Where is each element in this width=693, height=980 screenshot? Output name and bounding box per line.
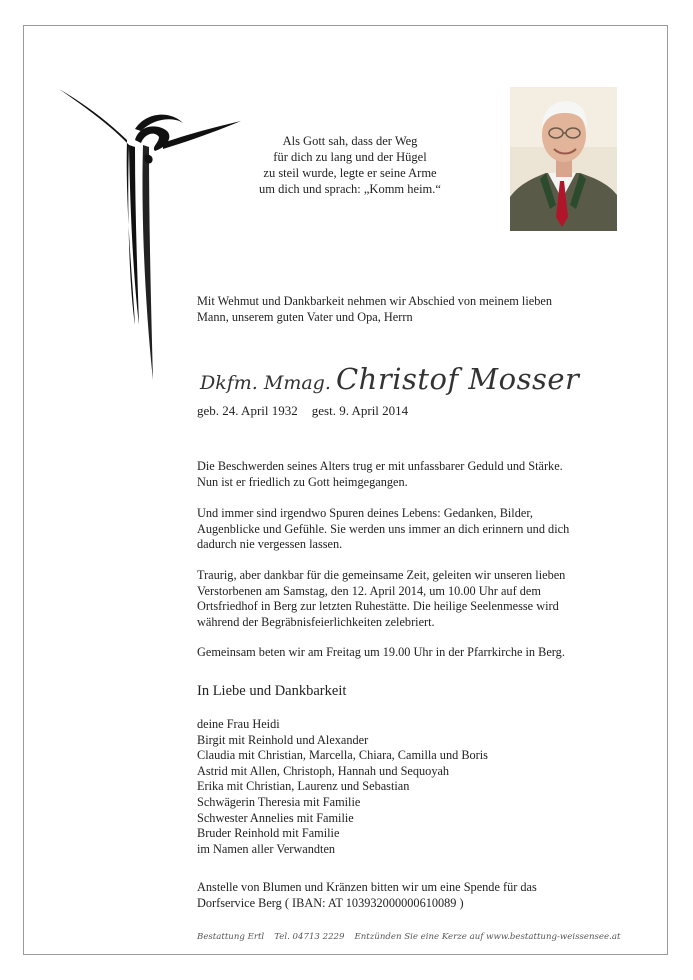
text-line: Und immer sind irgendwo Spuren deines Lebens: Gedanken, Bilder, [197,506,534,520]
death-date: gest. 9. April 2014 [311,403,409,418]
intro-text [197,294,552,325]
paragraph-4 [197,645,565,661]
family-member: Schwester Annelies mit Familie [197,810,354,825]
intro-line: Mit Wehmut und Dankbarkeit nehmen wir Abschied von meinem lieben [197,294,552,308]
paragraph-1 [197,459,563,490]
portrait-photo [510,87,617,231]
family-member: im Namen aller Verwandten [197,841,336,856]
footer [197,932,620,942]
text-line: Anstelle von Blumen und Kränzen bitten wir um eine Spende für das [197,880,537,894]
family-member: Erika mit Christian, Laurenz und Sebastian [197,779,410,794]
poem-line: für dich zu lang und der Hügel [273,150,427,164]
family-member: deine Frau Heidi [197,717,280,731]
text-line: Gemeinsam beten wir am Freitag um 19.00 Uhr in der Pfarrkirche in Berg. [197,645,565,659]
text-line: Nun ist er friedlich zu Gott heimgegangen. [197,474,408,489]
family-member: Schwägerin Theresia mit Familie [197,794,361,809]
crucifix-figure-icon [55,85,245,385]
academic-title: Dkfm. Mmag. [200,372,331,394]
family-member: Birgit mit Reinhold und Alexander [197,732,369,747]
full-name: Christof Mosser [335,362,580,396]
birth-date: geb. 24. April 1932 [197,403,298,418]
family-list [197,717,488,857]
paragraph-3 [197,568,565,630]
text-line: Augenblicke und Gefühle. Sie werden uns immer an dich erinnern und dich [197,521,570,536]
deceased-name [200,362,579,396]
text-line: Dorfservice Berg ( IBAN: AT 103932000000610089 ) [197,895,464,910]
footer-phone: Tel. 04713 2229 [274,932,345,942]
closing-heading: In Liebe und Dankbarkeit [197,683,347,699]
footer-candle-link[interactable]: Entzünden Sie eine Kerze auf www.bestattung-weissensee.at [354,932,621,942]
paragraph-2 [197,506,569,553]
text-line: während der Begräbnisfeierlichkeiten zelebriert. [197,614,435,629]
intro-line: Mann, unserem guten Vater und Opa, Herrn [197,309,413,324]
donation-notice [197,880,537,911]
memorial-poem [230,133,470,197]
footer-company: Bestattung Ertl [197,932,265,942]
poem-line: um dich und sprach: „Komm heim.“ [259,182,441,196]
text-line: Ortsfriedhof in Berg zur letzten Ruhestätte. Die heilige Seelenmesse wird [197,599,559,614]
family-member: Claudia mit Christian, Marcella, Chiara, Camilla und Boris [197,748,488,763]
text-line: Traurig, aber dankbar für die gemeinsame Zeit, geleiten wir unseren lieben [197,568,566,582]
poem-line: Als Gott sah, dass der Weg [282,134,418,148]
poem-line: zu steil wurde, legte er seine Arme [263,166,437,180]
text-line: dadurch nie vergessen lassen. [197,537,343,552]
text-line: Verstorbenen am Samstag, den 12. April 2014, um 10.00 Uhr auf dem [197,583,541,598]
text-line: Die Beschwerden seines Alters trug er mit unfassbarer Geduld und Stärke. [197,459,563,473]
life-dates [197,403,408,419]
family-member: Bruder Reinhold mit Familie [197,826,340,841]
family-member: Astrid mit Allen, Christoph, Hannah und Sequoyah [197,763,450,778]
